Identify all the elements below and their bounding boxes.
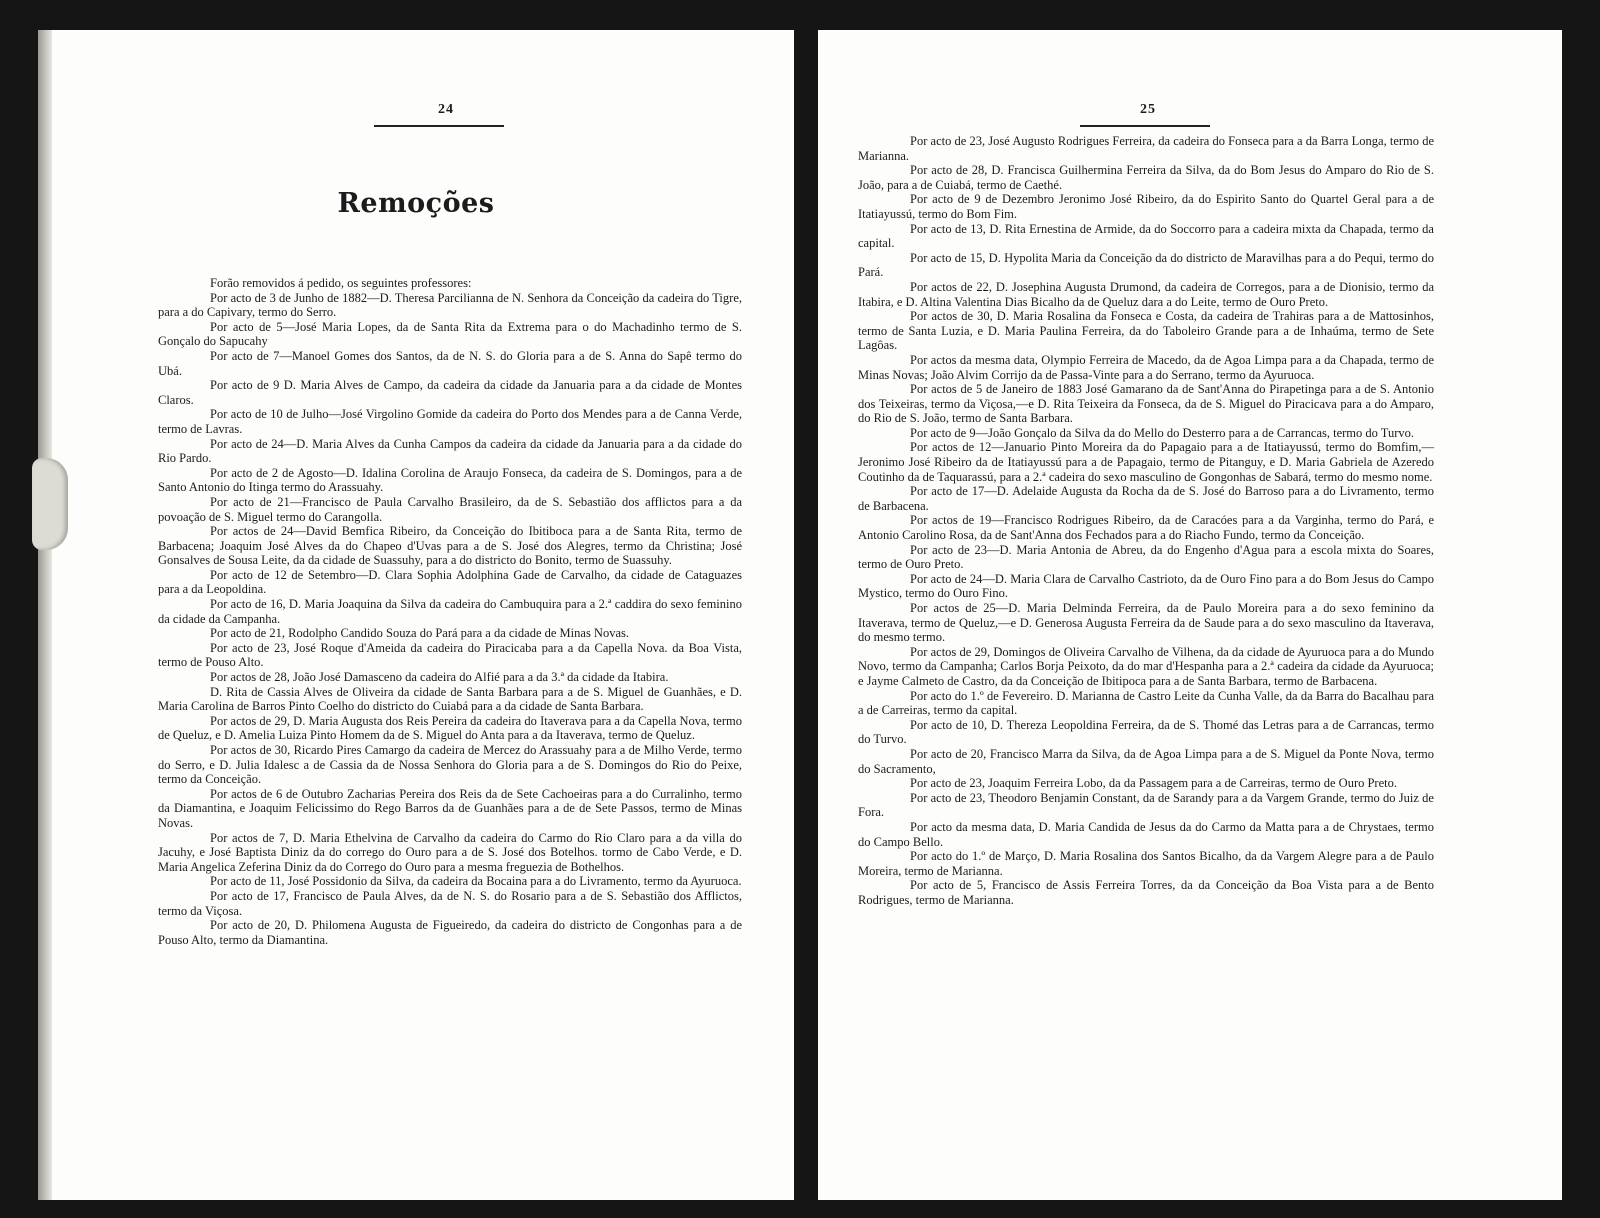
paragraph: Por acto da mesma data, D. Maria Candida de Jesus da do Carmo da Matta para a de Chrystaes, termo do Campo Bello. (858, 819, 1434, 849)
paragraph: Por acto de 21, Rodolpho Candido Souza do Pará para a da cidade de Minas Novas. (210, 626, 629, 641)
paragraph: Por acto de 9 de Dezembro Jeronimo José Ribeiro, da do Espirito Santo do Quartel Geral para a de Itatiayussú, termo do Bom Fim. (858, 192, 1434, 221)
page-number: 24 (438, 102, 454, 117)
paragraph: Por acto de 24—D. Maria Alves da Cunha Campos da cadeira da cidade da Januaria para a da cidade do Rio Pardo. (158, 436, 742, 466)
paragraph: Por acto de 5, Francisco de Assis Ferreira Torres, da da Conceição da Boa Vista para a de Bento Rodrigues, termo de Marianna. (858, 878, 1434, 907)
paragraph: Por actos da mesma data, Olympio Ferreira de Macedo, da de Agoa Limpa para a da Chapada, termo de Minas Novas; João Alvim Corrijo da de Passa-Vinte para a do Serrano, termo da Ayuruoca. (858, 352, 1434, 382)
paragraph: Por acto de 11, José Possidonio da Silva, da cadeira da Bocaina para a do Livramento, termo da Ayuruoca. (210, 874, 742, 889)
paragraph: Por acto do 1.º de Março, D. Maria Rosalina dos Santos Bicalho, da da Vargem Alegre para a de Paulo Moreira, termo de Marianna. (858, 849, 1434, 878)
paragraph: Por actos de 25—D. Maria Delminda Ferreira, da de Paulo Moreira para a do sexo feminino da Itaverava, termo de Queluz,—e D. Generosa Augusta Ferreira da de Saude para a do sexo masculino da Itaverava, do mesmo termo. (858, 601, 1434, 645)
paragraph: Por acto de 17—D. Adelaide Augusta da Rocha da de S. José do Barroso para a do Livramento, termo de Barbacena. (858, 484, 1434, 513)
paragraph: Por acto de 24—D. Maria Clara de Carvalho Castrioto, da de Ouro Fino para a do Bom Jesus do Campo Mystico, termo do Ouro Fino. (858, 571, 1434, 601)
paragraph: Por acto de 5—José Maria Lopes, da de Santa Rita da Extrema para o do Machadinho termo de S. Gonçalo do Sapucahy (158, 319, 742, 349)
paragraph: Por acto de 9 D. Maria Alves de Campo, da cadeira da cidade da Januaria para a da cidade de Montes Claros. (158, 378, 742, 407)
paragraph: Por acto de 21—Francisco de Paula Carvalho Brasileiro, da de S. Sebastião dos afflictos para a da povoação de S. Miguel termo do Carangolla. (158, 494, 742, 524)
section-title: Remoções (337, 188, 495, 219)
paragraph: Por acto de 9—João Gonçalo da Silva da do Mello do Desterro para a de Carrancas, termo do Turvo. (910, 425, 1415, 440)
paragraph: Por acto de 15, D. Hypolita Maria da Conceição da do districto de Maravilhas para a do Pequi, termo do Pará. (858, 250, 1434, 280)
paragraph: Por acto de 20, Francisco Marra da Silva, da de Agoa Limpa para a de S. Miguel da Ponte Nova, termo do Sacramento, (858, 746, 1434, 776)
left-body-text (158, 276, 742, 947)
book-tab-marker (32, 458, 68, 550)
paragraph: Por actos de 29, Domingos de Oliveira Carvalho de Vilhena, da da cidade de Ayuruoca para a do Mundo Novo, termo da Campanha; Carlos Borja Peixoto, da do mar d'Hespanha para a 2.ª cadeira da cidade da Ayuruoca; e Jayme Calmeto de Castro, da da Conceição de Ibitipoca para a de Santa Barbara, termo de Barbacena. (858, 644, 1434, 688)
paragraph: Por actos de 5 de Janeiro de 1883 José Gamarano da de Sant'Anna do Pirapetinga para a de S. Antonio dos Teixeiras, termo da Viçosa,—e D. Rita Teixeira da Fonseca, da de S. Miguel do Piracicava para a do Amparo, do Rio de S. João, termo de Santa Barbara. (858, 382, 1434, 426)
paragraph: Por acto de 7—Manoel Gomes dos Santos, da de N. S. do Gloria para a de S. Anna do Sapê termo do Ubá. (158, 348, 742, 378)
paragraph: Por acto de 23, Joaquim Ferreira Lobo, da da Passagem para a de Carreiras, termo de Ouro Preto. (910, 776, 1397, 791)
paragraph: Por acto de 23, Theodoro Benjamin Constant, da de Sarandy para a da Vargem Grande, termo do Juiz de Fora. (858, 790, 1434, 820)
paragraph: Por acto do 1.º de Fevereiro. D. Marianna de Castro Leite da Cunha Valle, da da Barra do Bacalhau para a de Carreiras, termo da capital. (858, 688, 1434, 718)
paragraph: Por acto de 20, D. Philomena Augusta de Figueiredo, da cadeira do districto de Congonhas para a de Pouso Alto, termo da Diamantina. (158, 918, 742, 947)
paragraph: Por actos de 6 de Outubro Zacharias Pereira dos Reis da de Sete Cachoeiras para a do Curralinho, termo da Diamantina, e Joaquim Felicissimo do Rego Barros da de Guanhães para a de de Sete Passos, termo de Minas Novas. (158, 786, 742, 830)
paragraph: Por actos de 29, D. Maria Augusta dos Reis Pereira da cadeira do Itaverava para a da Capella Nova, termo de Queluz, e D. Amelia Luiza Pinto Homem da de S. Miguel do Anta para a da Itaverava, termo de Queluz. (158, 713, 742, 743)
paragraph: Por actos de 22, D. Josephina Augusta Drumond, da cadeira de Corregos, para a de Dionisio, termo da Itabira, e D. Altina Valentina Dias Bicalho da de Queluz dara a do Leite, termo de Ouro Preto. (858, 279, 1434, 309)
paragraph: Por actos de 30, D. Maria Rosalina da Fonseca e Costa, da cadeira de Trahiras para a de Mattosinhos, termo de Santa Luzia, e D. Maria Paulina Ferreira, da do Taboleiro Grande para a de Inhaúma, termo de Sete Lagôas. (858, 309, 1434, 353)
paragraph: Por acto de 23, José Augusto Rodrigues Ferreira, da cadeira do Fonseca para a da Barra Longa, termo de Marianna. (858, 134, 1434, 163)
right-page (818, 30, 1562, 1200)
paragraph: Por acto de 17, Francisco de Paula Alves, da de N. S. do Rosario para a de S. Sebastião dos Afflictos, termo da Viçosa. (158, 888, 742, 918)
paragraph: Por actos de 7, D. Maria Ethelvina de Carvalho da cadeira do Carmo do Rio Claro para a da villa do Jacuhy, e José Baptista Diniz da do corrego do Ouro para a de S. José dos Botelhos. tormo de Cabo Verde, e D. Maria Angelica Zeferina Diniz da do Corrego do Ouro para a mesma freguezia de Bothelhos. (158, 830, 742, 874)
paragraph: Por actos de 30, Ricardo Pires Camargo da cadeira de Mercez do Arassuahy para a de Milho Verde, termo do Serro, e D. Julia Idalesc a de Cassia da de Nossa Senhora do Gloria para a de S. Domingos do Rio do Peixe, termo da Conceição. (158, 743, 742, 787)
right-body-text (858, 134, 1434, 907)
paragraph: Por acto de 2 de Agosto—D. Idalina Corolina de Araujo Fonseca, da cadeira de S. Domingos, para a de Santo Antonio do Itinga termo do Arassuahy. (158, 465, 742, 495)
header-rule (1080, 125, 1210, 127)
paragraph: Por actos de 19—Francisco Rodrigues Ribeiro, da de Caracóes para a da Varginha, termo do Pará, e Antonio Carolino Rosa, da de Sant'Anna dos Fechados para a do Riacho Fundo, termo da Conceição. (858, 513, 1434, 543)
paragraph: Por acto de 10, D. Thereza Leopoldina Ferreira, da de S. Thomé das Letras para a de Carrancas, termo do Turvo. (858, 717, 1434, 747)
paragraph: Por acto de 16, D. Maria Joaquina da Silva da cadeira do Cambuquira para a 2.ª caddira do sexo feminino da cidade da Campanha. (158, 597, 742, 626)
paragraph: Por actos de 28, João José Damasceno da cadeira do Alfié para a da 3.ª da cidade da Itabira. (210, 670, 669, 685)
paragraph: Por actos de 12—Januario Pinto Moreira da do Papagaio para a de Itatiayussú, termo do Bomfim,— Jeronimo José Ribeiro da de Itatiayussú para a de Papagaio, termo de Pitanguy, e D. Maria Gabriela de Azeredo Coutinho da de Taquarassú, para a 2.ª cadeira do sexo masculino de Gongonhas de Sabará, termo do mesmo nome. (858, 440, 1434, 484)
paragraph: D. Rita de Cassia Alves de Oliveira da cidade de Santa Barbara para a de S. Miguel de Guanhães, e D. Maria Carolina de Barros Pinto Coelho do districto do Cuiabá para a da cidade de Santa Barbara. (158, 684, 742, 714)
paragraph: Por acto de 28, D. Francisca Guilhermina Ferreira da Silva, da do Bom Jesus do Amparo do Rio de S. João, para a de Cuiabá, termo de Caethé. (858, 163, 1434, 192)
paragraph: Por acto de 23—D. Maria Antonia de Abreu, da do Engenho d'Agua para a escola mixta do Soares, termo de Ouro Preto. (858, 542, 1434, 572)
page-number: 25 (1140, 102, 1156, 117)
paragraph: Por acto de 3 de Junho de 1882—D. Theresa Parcilianna de N. Senhora da Conceição da cadeira do Tigre, para a do Capivary, termo do Serro. (158, 290, 742, 320)
header-rule (374, 125, 504, 127)
paragraph: Por acto de 23, José Roque d'Ameida da cadeira do Piracicaba para a da Capella Nova. da Boa Vista, termo de Pouso Alto. (158, 640, 742, 670)
paragraph: Forão removidos á pedido, os seguintes professores: (210, 276, 472, 290)
paragraph: Por acto de 12 de Setembro—D. Clara Sophia Adolphina Gade de Carvalho, da cidade de Cataguazes para a da Leopoldina. (158, 567, 742, 597)
paragraph: Por acto de 10 de Julho—José Virgolino Gomide da cadeira do Porto dos Mendes para a de Canna Verde, termo de Lavras. (158, 407, 742, 436)
paragraph: Por actos de 24—David Bemfica Ribeiro, da Conceição do Ibitiboca para a de Santa Rita, termo de Barbacena; Joaquim José Alves da do Chapeo d'Uvas para a de S. José dos Alegres, termo da Christina; José Gonsalves de Sousa Leite, da da cidade de Suassuhy, para a do districto do Bonito, termo de Suassuhy. (158, 524, 742, 568)
left-page (38, 30, 794, 1200)
paragraph: Por acto de 13, D. Rita Ernestina de Armide, da do Soccorro para a cadeira mixta da Chapada, termo da capital. (858, 221, 1434, 251)
